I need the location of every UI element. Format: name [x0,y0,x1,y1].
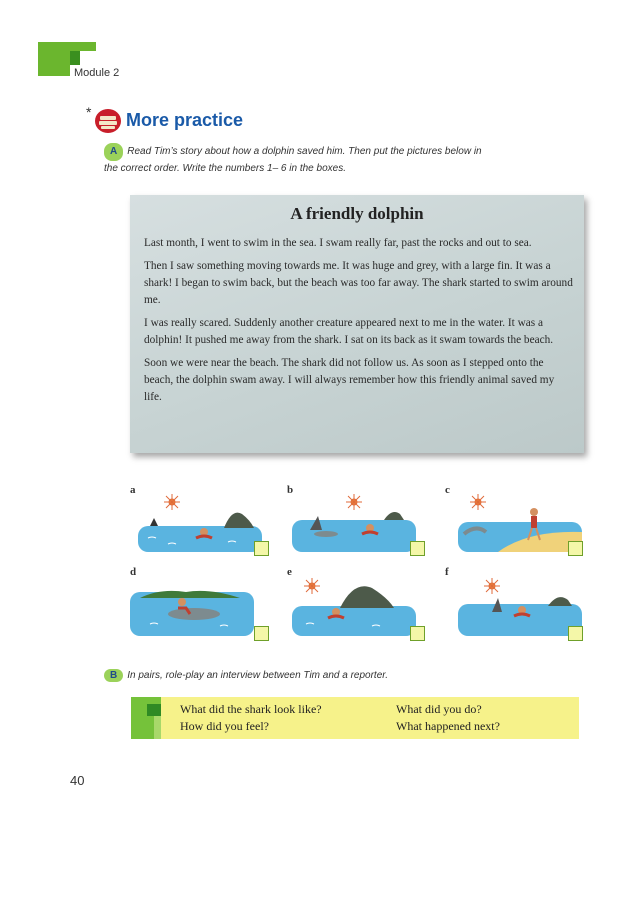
picture-e-swimming-out-to-sea [292,578,416,636]
picture-label-b: b [287,484,294,496]
picture-label-c: c [445,484,450,496]
question-bar-accent-light [154,716,161,739]
answer-box-c[interactable] [568,541,583,556]
section-title: More practice [126,110,244,130]
question-2: What did you do? [396,702,482,716]
picture-label-a: a [130,484,136,496]
picture-f-shark-circling [458,578,582,636]
activity-a-text-line1: Read Tim’s story about how a dolphin saved him. Then put the pictures below in [127,146,482,157]
picture-d-riding-dolphin [130,578,254,636]
books-icon [94,108,122,134]
question-4: What happened next? [396,719,500,733]
answer-box-a[interactable] [254,541,269,556]
module-label: Module 2 [74,67,120,79]
answer-box-f[interactable] [568,626,583,641]
answer-box-d[interactable] [254,626,269,641]
sun-icon [164,494,180,510]
picture-c-on-the-beach [458,494,582,552]
answer-box-e[interactable] [410,626,425,641]
answer-box-b[interactable] [410,541,425,556]
sun-icon [304,578,320,594]
story-paragraph: Last month, I went to swim in the sea. I swam really far, past the rocks and out to sea. [144,237,532,249]
picture-label-f: f [445,566,449,578]
sun-icon [346,494,362,510]
optional-star: * [86,104,92,120]
activity-b-text: In pairs, role-play an interview between Tim and a reporter. [127,670,389,681]
activity-a-instruction [104,143,574,177]
picture-a-swimming-past-rocks [138,494,262,552]
picture-label-e: e [287,566,292,578]
module-tab-block [38,42,70,76]
story-paragraph: Soon we were near the beach. The shark did not follow us. As soon as I stepped onto the beach, the dolphin swam away. I will always remember how this friendly animal saved my life. [144,357,555,403]
module-tab-strip [70,42,96,51]
story-paragraph: Then I saw something moving towards me. It was huge and grey, with a large fin. It was a shark! I began to swim back, but the beach was too far away. The shark started to swim around me. [144,260,573,306]
page-number: 40 [70,773,85,788]
sun-icon [484,578,500,594]
activity-a-text-line2: the correct order. Write the numbers 1– 6 in the boxes. [104,163,346,174]
activity-b-badge: B [104,669,123,682]
activity-a-badge: A [104,143,123,161]
picture-b-shark-approaching [292,494,416,552]
story-paragraph: I was really scared. Suddenly another creature appeared next to me in the water. It was a dolphin! It pushed me away from the shark. I sat on its back as it swam towards the beach. [144,317,554,346]
story-body [144,235,574,412]
activity-b-instruction [104,669,574,682]
module-tab-notch [70,51,80,65]
story-panel [130,195,584,453]
question-3: How did you feel? [180,719,269,733]
picture-label-d: d [130,566,137,578]
question-1: What did the shark look like? [180,702,322,716]
story-title: A friendly dolphin [290,204,424,223]
sun-icon [470,494,486,510]
question-bar-accent-dark [147,704,161,716]
